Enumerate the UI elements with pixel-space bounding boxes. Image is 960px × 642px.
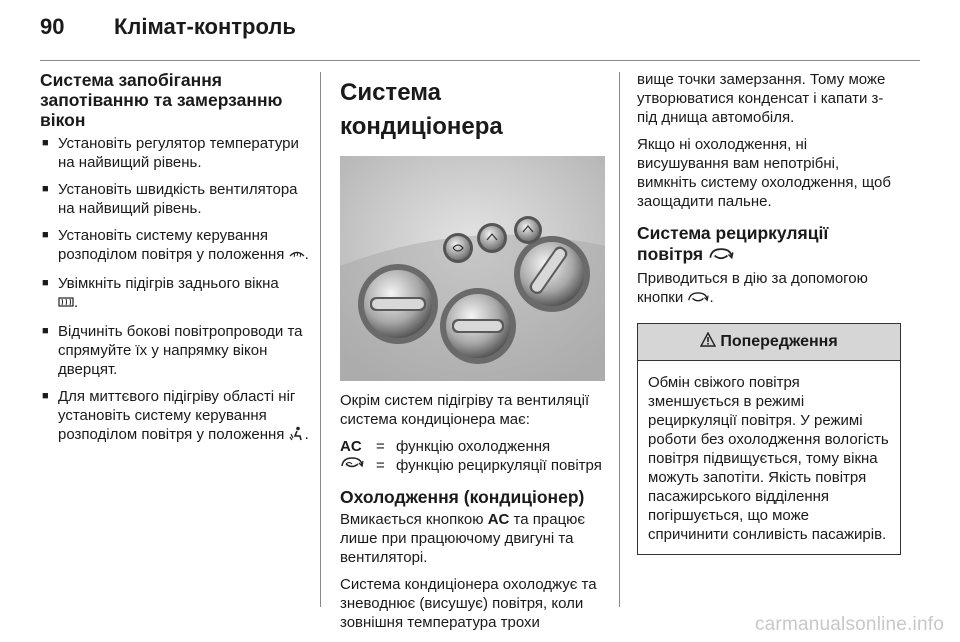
- list-item: ■ Увімкніть підігрів заднього вікна .: [40, 274, 310, 314]
- rear-window-heat-icon: [58, 295, 74, 314]
- header-divider: [40, 60, 920, 61]
- windshield-defrost-icon: [289, 247, 305, 266]
- list-item: = функцію рециркуляції повітря: [340, 456, 605, 475]
- climate-control-panel-image: [340, 156, 605, 381]
- page-number: 90: [40, 14, 65, 39]
- warning-triangle-icon: [700, 332, 720, 352]
- ac-description-text: Система кондиціонера охолоджує та зневоднює (висушує) повітря, коли зовнішня температура трохи: [340, 576, 597, 631]
- cooling-subheading: Охолодження (кондиціонер): [340, 487, 585, 507]
- ac-function-list: [340, 437, 605, 475]
- column-left: [40, 70, 310, 454]
- warning-header: [638, 324, 900, 361]
- list-item: AC = функцію охолодження: [340, 438, 551, 455]
- ac-intro-text: Окрім систем підігріву та вентиляції система кондиціонера має:: [340, 392, 590, 428]
- condensate-text: вище точки замерзання. Тому може утворюватися конденсат і капати з-під днища автомобіля.: [637, 71, 886, 126]
- fuel-saving-text: Якщо ні охолодження, ні висушування вам непотрібні, вимкніть систему охолодження, щоб заощадити пальне.: [637, 136, 891, 210]
- list-item: ■ Установіть швидкість вентилятора на найвищий рівень.: [42, 181, 298, 217]
- ac-term: AC: [487, 511, 510, 528]
- list-item: ■ Установіть систему керування розподілом повітря у положення .: [40, 226, 310, 266]
- page-header: [40, 14, 296, 40]
- column-right: [637, 70, 902, 555]
- ac-term: AC: [340, 438, 362, 455]
- recirculation-text: Приводиться в дію за допомогою кнопки .: [637, 269, 902, 309]
- warning-title: Попередження: [720, 333, 838, 350]
- list-item: ■ Відчиніть бокові повітропроводи та спрямуйте їх у напрямку вікон дверцят.: [42, 323, 303, 378]
- warning-box: [637, 323, 901, 555]
- column-divider-2: [619, 72, 620, 607]
- ac-section-title: Система кондиціонера: [340, 79, 503, 140]
- defog-steps-list: [40, 134, 310, 446]
- column-middle: [340, 70, 605, 640]
- watermark: carmanualsonline.info: [754, 614, 944, 635]
- warning-text: Обмін свіжого повітря зменшується в режимі рециркуляції повітря. У режимі роботи без охолодження вологість повітря підвищується, тому вікна можуть запотіти. Якість повітря пасажирського відділення погіршується, що може спричинити сонливість пасажирів.: [648, 374, 889, 543]
- cooling-text: Вмикається кнопкою AC та працює лише при працюючому двигуні та вентиляторі.: [340, 511, 586, 566]
- chapter-title: Клімат-контроль: [114, 14, 296, 39]
- recirculation-heading: Система рециркуляції повітря: [637, 223, 902, 267]
- recirculation-icon: [340, 456, 376, 475]
- list-item: ■ Для миттєвого підігріву області ніг установіть систему керування розподілом повітря у положення .: [40, 387, 310, 446]
- defog-section-title: Система запобігання запотіванню та замерзанню вікон: [40, 70, 283, 130]
- recirculation-icon: [687, 290, 709, 309]
- footwell-windshield-icon: [289, 426, 305, 446]
- list-item: ■ Установіть регулятор температури на найвищий рівень.: [42, 135, 299, 171]
- recirculation-icon: [708, 246, 734, 267]
- column-divider-1: [320, 72, 321, 607]
